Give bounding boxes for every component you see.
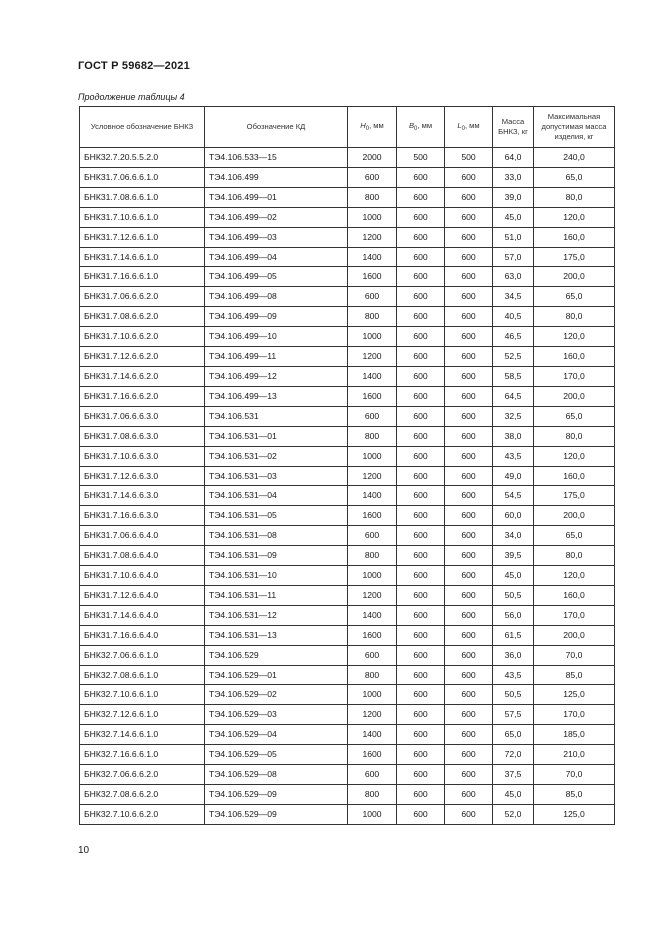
- cell-h0: 1400: [348, 725, 397, 745]
- cell-l0: 600: [445, 585, 493, 605]
- cell-b0: 600: [397, 645, 445, 665]
- cell-l0: 500: [445, 148, 493, 168]
- cell-max-mass: 65,0: [534, 167, 615, 187]
- cell-b0: 600: [397, 526, 445, 546]
- cell-designation: БНК31.7.10.6.6.4.0: [80, 566, 205, 586]
- table-row: [80, 486, 615, 506]
- cell-l0: 600: [445, 566, 493, 586]
- cell-max-mass: 125,0: [534, 804, 615, 824]
- cell-mass: 32,5: [493, 406, 534, 426]
- cell-h0: 1600: [348, 625, 397, 645]
- cell-l0: 600: [445, 665, 493, 685]
- cell-kd: ТЭ4.106.529—01: [205, 665, 348, 685]
- cell-designation: БНК32.7.08.6.6.1.0: [80, 665, 205, 685]
- table-row: [80, 148, 615, 168]
- cell-h0: 1000: [348, 566, 397, 586]
- cell-kd: ТЭ4.106.529—09: [205, 785, 348, 805]
- cell-h0: 1600: [348, 506, 397, 526]
- cell-mass: 33,0: [493, 167, 534, 187]
- cell-designation: БНК31.7.12.6.6.4.0: [80, 585, 205, 605]
- cell-max-mass: 65,0: [534, 526, 615, 546]
- cell-b0: 600: [397, 227, 445, 247]
- table-row: [80, 526, 615, 546]
- cell-h0: 1400: [348, 605, 397, 625]
- cell-mass: 64,0: [493, 148, 534, 168]
- cell-b0: 600: [397, 546, 445, 566]
- cell-kd: ТЭ4.106.531—09: [205, 546, 348, 566]
- cell-designation: БНК31.7.06.6.6.2.0: [80, 287, 205, 307]
- cell-designation: БНК32.7.14.6.6.1.0: [80, 725, 205, 745]
- cell-kd: ТЭ4.106.499—13: [205, 386, 348, 406]
- table-row: [80, 685, 615, 705]
- cell-mass: 72,0: [493, 745, 534, 765]
- cell-kd: ТЭ4.106.499: [205, 167, 348, 187]
- cell-l0: 600: [445, 645, 493, 665]
- cell-mass: 54,5: [493, 486, 534, 506]
- cell-h0: 800: [348, 785, 397, 805]
- cell-mass: 39,5: [493, 546, 534, 566]
- cell-designation: БНК31.7.08.6.6.3.0: [80, 426, 205, 446]
- cell-b0: 600: [397, 426, 445, 446]
- cell-b0: 600: [397, 327, 445, 347]
- table-row: [80, 247, 615, 267]
- cell-kd: ТЭ4.106.531—13: [205, 625, 348, 645]
- table-row: [80, 585, 615, 605]
- cell-l0: 600: [445, 546, 493, 566]
- cell-mass: 64,5: [493, 386, 534, 406]
- cell-b0: 600: [397, 585, 445, 605]
- cell-mass: 36,0: [493, 645, 534, 665]
- cell-h0: 1600: [348, 386, 397, 406]
- cell-l0: 600: [445, 785, 493, 805]
- table-row: [80, 546, 615, 566]
- cell-designation: БНК32.7.06.6.6.1.0: [80, 645, 205, 665]
- cell-mass: 34,0: [493, 526, 534, 546]
- cell-mass: 51,0: [493, 227, 534, 247]
- cell-h0: 800: [348, 546, 397, 566]
- cell-h0: 600: [348, 765, 397, 785]
- cell-max-mass: 160,0: [534, 227, 615, 247]
- table-row: [80, 785, 615, 805]
- cell-b0: 600: [397, 506, 445, 526]
- cell-kd: ТЭ4.106.529—09: [205, 804, 348, 824]
- cell-kd: ТЭ4.106.499—02: [205, 207, 348, 227]
- col-header-b0: [397, 107, 445, 148]
- cell-h0: 1200: [348, 227, 397, 247]
- cell-designation: БНК31.7.14.6.6.4.0: [80, 605, 205, 625]
- cell-l0: 600: [445, 605, 493, 625]
- cell-max-mass: 240,0: [534, 148, 615, 168]
- document-title: ГОСТ Р 59682—2021: [78, 60, 190, 72]
- cell-b0: 600: [397, 167, 445, 187]
- table-row: [80, 705, 615, 725]
- b-unit: , мм: [417, 120, 433, 130]
- cell-designation: БНК31.7.06.6.6.3.0: [80, 406, 205, 426]
- cell-kd: ТЭ4.106.529—08: [205, 765, 348, 785]
- table-row: [80, 625, 615, 645]
- cell-b0: 600: [397, 725, 445, 745]
- cell-kd: ТЭ4.106.529—05: [205, 745, 348, 765]
- cell-h0: 1400: [348, 486, 397, 506]
- b-subscript: 0: [414, 125, 418, 132]
- table-row: [80, 745, 615, 765]
- cell-mass: 50,5: [493, 585, 534, 605]
- col-header-max-mass: Максимальная допустимая масса изделия, кг: [534, 107, 615, 148]
- cell-kd: ТЭ4.106.531—10: [205, 566, 348, 586]
- cell-kd: ТЭ4.106.529—03: [205, 705, 348, 725]
- cell-max-mass: 120,0: [534, 207, 615, 227]
- cell-max-mass: 120,0: [534, 566, 615, 586]
- cell-b0: 600: [397, 566, 445, 586]
- cell-designation: БНК32.7.12.6.6.1.0: [80, 705, 205, 725]
- cell-max-mass: 80,0: [534, 426, 615, 446]
- cell-designation: БНК32.7.20.5.5.2.0: [80, 148, 205, 168]
- l-symbol: L: [457, 120, 462, 130]
- cell-h0: 1400: [348, 247, 397, 267]
- cell-mass: 50,5: [493, 685, 534, 705]
- cell-b0: 600: [397, 187, 445, 207]
- cell-max-mass: 200,0: [534, 267, 615, 287]
- table-row: [80, 605, 615, 625]
- cell-b0: 600: [397, 386, 445, 406]
- cell-mass: 52,5: [493, 347, 534, 367]
- cell-designation: БНК32.7.06.6.6.2.0: [80, 765, 205, 785]
- cell-max-mass: 70,0: [534, 765, 615, 785]
- cell-b0: 600: [397, 366, 445, 386]
- cell-max-mass: 80,0: [534, 546, 615, 566]
- cell-designation: БНК31.7.10.6.6.2.0: [80, 327, 205, 347]
- cell-kd: ТЭ4.106.499—08: [205, 287, 348, 307]
- cell-b0: 600: [397, 785, 445, 805]
- col-header-h0: [348, 107, 397, 148]
- cell-designation: БНК31.7.12.6.6.3.0: [80, 466, 205, 486]
- cell-designation: БНК31.7.16.6.6.3.0: [80, 506, 205, 526]
- cell-max-mass: 210,0: [534, 745, 615, 765]
- cell-h0: 800: [348, 665, 397, 685]
- col-header-mass: Масса БНКЗ, кг: [493, 107, 534, 148]
- cell-mass: 57,5: [493, 705, 534, 725]
- cell-l0: 600: [445, 765, 493, 785]
- cell-designation: БНК32.7.08.6.6.2.0: [80, 785, 205, 805]
- cell-l0: 600: [445, 466, 493, 486]
- cell-b0: 600: [397, 406, 445, 426]
- cell-b0: 600: [397, 466, 445, 486]
- cell-kd: ТЭ4.106.531—05: [205, 506, 348, 526]
- cell-b0: 600: [397, 605, 445, 625]
- table-row: [80, 665, 615, 685]
- cell-max-mass: 175,0: [534, 486, 615, 506]
- l-unit: , мм: [464, 120, 480, 130]
- cell-b0: 600: [397, 705, 445, 725]
- cell-kd: ТЭ4.106.531—02: [205, 446, 348, 466]
- b-symbol: B: [408, 120, 415, 130]
- cell-b0: 600: [397, 207, 445, 227]
- cell-max-mass: 160,0: [534, 585, 615, 605]
- table-body: [80, 148, 615, 825]
- cell-kd: ТЭ4.106.529: [205, 645, 348, 665]
- table-row: [80, 566, 615, 586]
- cell-l0: 600: [445, 725, 493, 745]
- cell-h0: 1200: [348, 347, 397, 367]
- cell-designation: БНК31.7.10.6.6.1.0: [80, 207, 205, 227]
- table-row: [80, 227, 615, 247]
- cell-b0: 600: [397, 446, 445, 466]
- cell-l0: 600: [445, 167, 493, 187]
- cell-kd: ТЭ4.106.531—12: [205, 605, 348, 625]
- cell-mass: 39,0: [493, 187, 534, 207]
- cell-h0: 600: [348, 645, 397, 665]
- cell-kd: ТЭ4.106.531—01: [205, 426, 348, 446]
- cell-mass: 38,0: [493, 426, 534, 446]
- cell-max-mass: 120,0: [534, 446, 615, 466]
- cell-max-mass: 170,0: [534, 605, 615, 625]
- cell-max-mass: 80,0: [534, 307, 615, 327]
- cell-max-mass: 85,0: [534, 665, 615, 685]
- cell-designation: БНК31.7.14.6.6.3.0: [80, 486, 205, 506]
- cell-max-mass: 160,0: [534, 347, 615, 367]
- cell-b0: 600: [397, 685, 445, 705]
- cell-h0: 800: [348, 307, 397, 327]
- cell-max-mass: 200,0: [534, 386, 615, 406]
- cell-h0: 1000: [348, 804, 397, 824]
- cell-l0: 600: [445, 327, 493, 347]
- cell-kd: ТЭ4.106.531: [205, 406, 348, 426]
- table-row: [80, 207, 615, 227]
- cell-kd: ТЭ4.106.499—09: [205, 307, 348, 327]
- cell-h0: 800: [348, 187, 397, 207]
- l-subscript: 0: [461, 125, 465, 132]
- cell-kd: ТЭ4.106.529—02: [205, 685, 348, 705]
- cell-max-mass: 175,0: [534, 247, 615, 267]
- cell-mass: 37,5: [493, 765, 534, 785]
- cell-h0: 600: [348, 167, 397, 187]
- cell-h0: 600: [348, 287, 397, 307]
- table-row: [80, 167, 615, 187]
- cell-designation: БНК31.7.12.6.6.1.0: [80, 227, 205, 247]
- cell-mass: 57,0: [493, 247, 534, 267]
- cell-mass: 58,5: [493, 366, 534, 386]
- table-caption: Продолжение таблицы 4: [78, 92, 185, 102]
- table-row: [80, 287, 615, 307]
- cell-designation: БНК31.7.10.6.6.3.0: [80, 446, 205, 466]
- cell-l0: 600: [445, 287, 493, 307]
- cell-designation: БНК32.7.10.6.6.2.0: [80, 804, 205, 824]
- cell-l0: 600: [445, 426, 493, 446]
- cell-designation: БНК31.7.08.6.6.2.0: [80, 307, 205, 327]
- table-row: [80, 267, 615, 287]
- cell-b0: 600: [397, 745, 445, 765]
- cell-designation: БНК31.7.16.6.6.1.0: [80, 267, 205, 287]
- cell-b0: 600: [397, 307, 445, 327]
- table-row: [80, 765, 615, 785]
- table-row: [80, 446, 615, 466]
- cell-max-mass: 200,0: [534, 506, 615, 526]
- cell-max-mass: 200,0: [534, 625, 615, 645]
- cell-mass: 40,5: [493, 307, 534, 327]
- page-number: 10: [78, 845, 90, 856]
- table-row: [80, 506, 615, 526]
- cell-l0: 600: [445, 446, 493, 466]
- cell-mass: 43,5: [493, 446, 534, 466]
- cell-h0: 600: [348, 406, 397, 426]
- cell-mass: 45,0: [493, 207, 534, 227]
- cell-mass: 63,0: [493, 267, 534, 287]
- cell-designation: БНК31.7.16.6.6.4.0: [80, 625, 205, 645]
- table-row: [80, 725, 615, 745]
- cell-b0: 600: [397, 347, 445, 367]
- cell-h0: 1200: [348, 585, 397, 605]
- cell-designation: БНК31.7.14.6.6.1.0: [80, 247, 205, 267]
- cell-b0: 600: [397, 765, 445, 785]
- cell-l0: 600: [445, 625, 493, 645]
- h-subscript: 0: [365, 125, 370, 132]
- cell-max-mass: 160,0: [534, 466, 615, 486]
- cell-b0: 600: [397, 267, 445, 287]
- cell-h0: 1000: [348, 327, 397, 347]
- cell-h0: 600: [348, 526, 397, 546]
- cell-mass: 56,0: [493, 605, 534, 625]
- cell-l0: 600: [445, 247, 493, 267]
- cell-l0: 600: [445, 207, 493, 227]
- cell-kd: ТЭ4.106.499—12: [205, 366, 348, 386]
- cell-l0: 600: [445, 366, 493, 386]
- cell-b0: 600: [397, 287, 445, 307]
- cell-b0: 600: [397, 625, 445, 645]
- cell-max-mass: 65,0: [534, 406, 615, 426]
- cell-designation: БНК31.7.12.6.6.2.0: [80, 347, 205, 367]
- cell-designation: БНК32.7.16.6.6.1.0: [80, 745, 205, 765]
- h-symbol: H: [360, 120, 366, 130]
- cell-kd: ТЭ4.106.499—11: [205, 347, 348, 367]
- cell-l0: 600: [445, 227, 493, 247]
- cell-h0: 1400: [348, 366, 397, 386]
- cell-l0: 600: [445, 745, 493, 765]
- cell-max-mass: 120,0: [534, 327, 615, 347]
- cell-mass: 45,0: [493, 566, 534, 586]
- cell-designation: БНК31.7.06.6.6.4.0: [80, 526, 205, 546]
- cell-l0: 600: [445, 685, 493, 705]
- cell-kd: ТЭ4.106.499—04: [205, 247, 348, 267]
- cell-l0: 600: [445, 526, 493, 546]
- table-row: [80, 466, 615, 486]
- cell-h0: 800: [348, 426, 397, 446]
- col-header-kd: Обозначение КД: [205, 107, 348, 148]
- cell-mass: 46,5: [493, 327, 534, 347]
- table-row: [80, 347, 615, 367]
- cell-h0: 1200: [348, 705, 397, 725]
- cell-max-mass: 170,0: [534, 366, 615, 386]
- cell-l0: 600: [445, 267, 493, 287]
- cell-max-mass: 70,0: [534, 645, 615, 665]
- cell-kd: ТЭ4.106.499—03: [205, 227, 348, 247]
- cell-b0: 500: [397, 148, 445, 168]
- cell-kd: ТЭ4.106.531—08: [205, 526, 348, 546]
- table-row: [80, 187, 615, 207]
- table-row: [80, 645, 615, 665]
- cell-h0: 1000: [348, 207, 397, 227]
- cell-l0: 600: [445, 187, 493, 207]
- cell-designation: БНК32.7.10.6.6.1.0: [80, 685, 205, 705]
- cell-b0: 600: [397, 804, 445, 824]
- cell-designation: БНК31.7.14.6.6.2.0: [80, 366, 205, 386]
- table-row: [80, 307, 615, 327]
- table-row: [80, 327, 615, 347]
- cell-h0: 2000: [348, 148, 397, 168]
- cell-mass: 34,5: [493, 287, 534, 307]
- col-header-l0: [445, 107, 493, 148]
- table-row: [80, 804, 615, 824]
- cell-mass: 49,0: [493, 466, 534, 486]
- cell-max-mass: 125,0: [534, 685, 615, 705]
- cell-b0: 600: [397, 247, 445, 267]
- cell-l0: 600: [445, 486, 493, 506]
- table-row: [80, 386, 615, 406]
- cell-mass: 43,5: [493, 665, 534, 685]
- cell-h0: 1000: [348, 685, 397, 705]
- specification-table: [79, 106, 615, 825]
- cell-l0: 600: [445, 406, 493, 426]
- cell-h0: 1000: [348, 446, 397, 466]
- cell-mass: 61,5: [493, 625, 534, 645]
- cell-kd: ТЭ4.106.499—10: [205, 327, 348, 347]
- cell-l0: 600: [445, 307, 493, 327]
- cell-max-mass: 65,0: [534, 287, 615, 307]
- cell-l0: 600: [445, 804, 493, 824]
- table-row: [80, 426, 615, 446]
- cell-designation: БНК31.7.06.6.6.1.0: [80, 167, 205, 187]
- cell-designation: БНК31.7.16.6.6.2.0: [80, 386, 205, 406]
- table-row: [80, 366, 615, 386]
- cell-max-mass: 170,0: [534, 705, 615, 725]
- col-header-designation: Условное обозначение БНКЗ: [80, 107, 205, 148]
- cell-kd: ТЭ4.106.529—04: [205, 725, 348, 745]
- cell-mass: 65,0: [493, 725, 534, 745]
- cell-kd: ТЭ4.106.531—11: [205, 585, 348, 605]
- cell-mass: 45,0: [493, 785, 534, 805]
- table-row: [80, 406, 615, 426]
- h-unit: , мм: [369, 120, 384, 130]
- cell-kd: ТЭ4.106.499—01: [205, 187, 348, 207]
- cell-kd: ТЭ4.106.533—15: [205, 148, 348, 168]
- cell-kd: ТЭ4.106.531—04: [205, 486, 348, 506]
- cell-l0: 600: [445, 386, 493, 406]
- table-header-row: [80, 107, 615, 148]
- cell-mass: 52,0: [493, 804, 534, 824]
- cell-l0: 600: [445, 705, 493, 725]
- cell-b0: 600: [397, 665, 445, 685]
- cell-max-mass: 80,0: [534, 187, 615, 207]
- cell-h0: 1200: [348, 466, 397, 486]
- cell-mass: 60,0: [493, 506, 534, 526]
- cell-designation: БНК31.7.08.6.6.1.0: [80, 187, 205, 207]
- cell-kd: ТЭ4.106.531—03: [205, 466, 348, 486]
- cell-h0: 1600: [348, 745, 397, 765]
- cell-l0: 600: [445, 506, 493, 526]
- cell-kd: ТЭ4.106.499—05: [205, 267, 348, 287]
- cell-max-mass: 85,0: [534, 785, 615, 805]
- cell-l0: 600: [445, 347, 493, 367]
- cell-designation: БНК31.7.08.6.6.4.0: [80, 546, 205, 566]
- cell-max-mass: 185,0: [534, 725, 615, 745]
- cell-b0: 600: [397, 486, 445, 506]
- cell-h0: 1600: [348, 267, 397, 287]
